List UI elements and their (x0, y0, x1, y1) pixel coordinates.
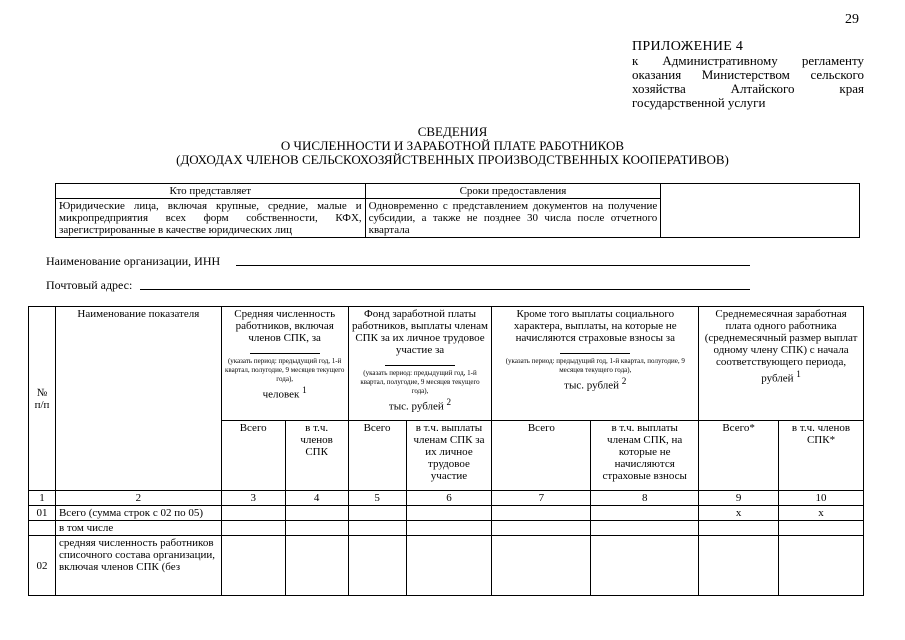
sub-total: Всего (221, 421, 285, 491)
data-cell[interactable] (348, 536, 406, 596)
data-cell[interactable] (591, 521, 699, 536)
sub-total: Всего (492, 421, 591, 491)
data-cell[interactable] (779, 536, 864, 596)
data-cell[interactable] (221, 536, 285, 596)
footnote-mark: 1 (302, 385, 307, 395)
sub-spk: в т.ч. членов СПК (285, 421, 348, 491)
header-avg-text: Средняя численность работников, включая членов СПК, за (234, 308, 336, 344)
period-blank[interactable] (250, 344, 320, 354)
data-cell: х (699, 506, 779, 521)
table-row (29, 536, 864, 596)
data-cell[interactable] (285, 521, 348, 536)
row-num: 01 (29, 506, 56, 521)
data-cell[interactable] (221, 506, 285, 521)
data-cell[interactable] (348, 506, 406, 521)
appendix-block (632, 40, 864, 110)
main-table (28, 306, 864, 596)
unit-label: тыс. рублей (564, 379, 620, 392)
col-number: 10 (779, 491, 864, 506)
row-num (29, 521, 56, 536)
data-cell[interactable] (285, 506, 348, 521)
data-cell[interactable] (699, 536, 779, 596)
col-number: 5 (348, 491, 406, 506)
data-cell[interactable] (492, 506, 591, 521)
row-name: в том числе (55, 521, 221, 536)
period-note: (указать период: предыдущий год, 1-й квартал, полугодие, 9 месяцев текущего года), (505, 357, 685, 374)
empty-cell (661, 184, 860, 238)
table-row (29, 521, 864, 536)
title-line: СВЕДЕНИЯ (417, 124, 488, 139)
header-salary-text: Среднемесячная заработная плата одного работника (среднемесячный размер выплат одному члену СПК) с начала соответствующего периода, рублей (704, 308, 858, 385)
header-social-text: Кроме того выплаты социального характера, выплаты, на которые не начисляются страховые взносы за (513, 308, 677, 344)
sub-total-star: Всего* (699, 421, 779, 491)
data-cell[interactable] (406, 506, 492, 521)
col-number: 6 (406, 491, 492, 506)
col-number: 3 (221, 491, 285, 506)
sub-spk-star: в т.ч. членов СПК* (779, 421, 864, 491)
appendix-line: оказания Министерством сельского (632, 67, 864, 82)
sub-social-spk: в т.ч. выплаты членам СПК, на которые не начисляются страховые взносы (591, 421, 699, 491)
data-cell[interactable] (492, 521, 591, 536)
data-cell[interactable] (285, 536, 348, 596)
row-num: 02 (29, 536, 56, 596)
row-name: Всего (сумма строк с 02 по 05) (55, 506, 221, 521)
data-cell[interactable] (699, 521, 779, 536)
org-label: Наименование организации, ИНН (46, 254, 221, 268)
header-social-payments (492, 307, 699, 421)
data-cell[interactable] (492, 536, 591, 596)
appendix-line: государственной услуги (632, 95, 766, 110)
col-number: 8 (591, 491, 699, 506)
data-cell[interactable] (591, 506, 699, 521)
col-number: 9 (699, 491, 779, 506)
header-avg-salary (699, 307, 864, 421)
title-line: О ЧИСЛЕННОСТИ И ЗАРАБОТНОЙ ПЛАТЕ РАБОТНИКОВ (280, 138, 625, 153)
data-cell[interactable] (779, 521, 864, 536)
header-avg-headcount (221, 307, 348, 421)
document-title (0, 125, 905, 167)
col-number: 4 (285, 491, 348, 506)
period-blank[interactable] (560, 344, 630, 354)
sub-fund-spk: в т.ч. выплаты членам СПК за их личное трудовое участие (406, 421, 492, 491)
appendix-line: хозяйства Алтайского края (632, 81, 864, 96)
period-blank[interactable] (385, 356, 455, 366)
data-cell[interactable] (221, 521, 285, 536)
unit-label: тыс. рублей (388, 400, 444, 413)
period-note: (указать период: предыдущий год, 1-й квартал, полугодие, 9 месяцев текущего года), (224, 357, 345, 383)
row-name: средняя численность работников списочного состава организации, включая членов СПК (без (55, 536, 221, 596)
data-cell[interactable] (591, 536, 699, 596)
title-line: (ДОХОДАХ ЧЛЕНОВ СЕЛЬСКОХОЗЯЙСТВЕННЫХ ПРОИЗВОДСТВЕННЫХ КООПЕРАТИВОВ) (176, 152, 729, 167)
page-number: 29 (845, 12, 859, 27)
appendix-title: ПРИЛОЖЕНИЕ 4 (632, 39, 744, 54)
table-row (29, 506, 864, 521)
when-text: Одновременно с представлением документов на получение субсидии, а также не позднее 30 числа после отчетного квартала (365, 199, 661, 238)
when-header: Сроки предоставления (365, 184, 661, 199)
appendix-line: к Административному регламенту (632, 53, 864, 68)
org-field[interactable] (236, 265, 750, 266)
data-cell[interactable] (348, 521, 406, 536)
column-number-row (29, 491, 864, 506)
sub-total: Всего (348, 421, 406, 491)
footnote-mark: 2 (621, 376, 627, 386)
data-cell: х (779, 506, 864, 521)
footnote-mark: 1 (796, 369, 801, 379)
col-number: 2 (55, 491, 221, 506)
period-note: (указать период: предыдущий год, 1-й квартал, полугодие, 9 месяцев текущего года), (360, 369, 480, 395)
data-cell[interactable] (406, 536, 492, 596)
submission-table (55, 183, 860, 238)
who-header: Кто представляет (56, 184, 366, 199)
header-num: № п/п (29, 307, 56, 491)
header-wage-fund (348, 307, 492, 421)
who-text: Юридические лица, включая крупные, средние, малые и микропредприятия всех форм собственности, КФХ, зарегистрированные в качестве юридических лиц (56, 199, 366, 238)
header-name: Наименование показателя (55, 307, 221, 491)
data-cell[interactable] (406, 521, 492, 536)
footnote-mark: 2 (446, 397, 452, 407)
unit-label: человек (262, 388, 300, 401)
address-field[interactable] (140, 289, 750, 290)
col-number: 1 (29, 491, 56, 506)
address-label: Почтовый адрес: (46, 278, 133, 292)
col-number: 7 (492, 491, 591, 506)
header-fund-text: Фонд заработной платы работников, выплаты членам СПК за их личное трудовое участие за (351, 308, 489, 356)
